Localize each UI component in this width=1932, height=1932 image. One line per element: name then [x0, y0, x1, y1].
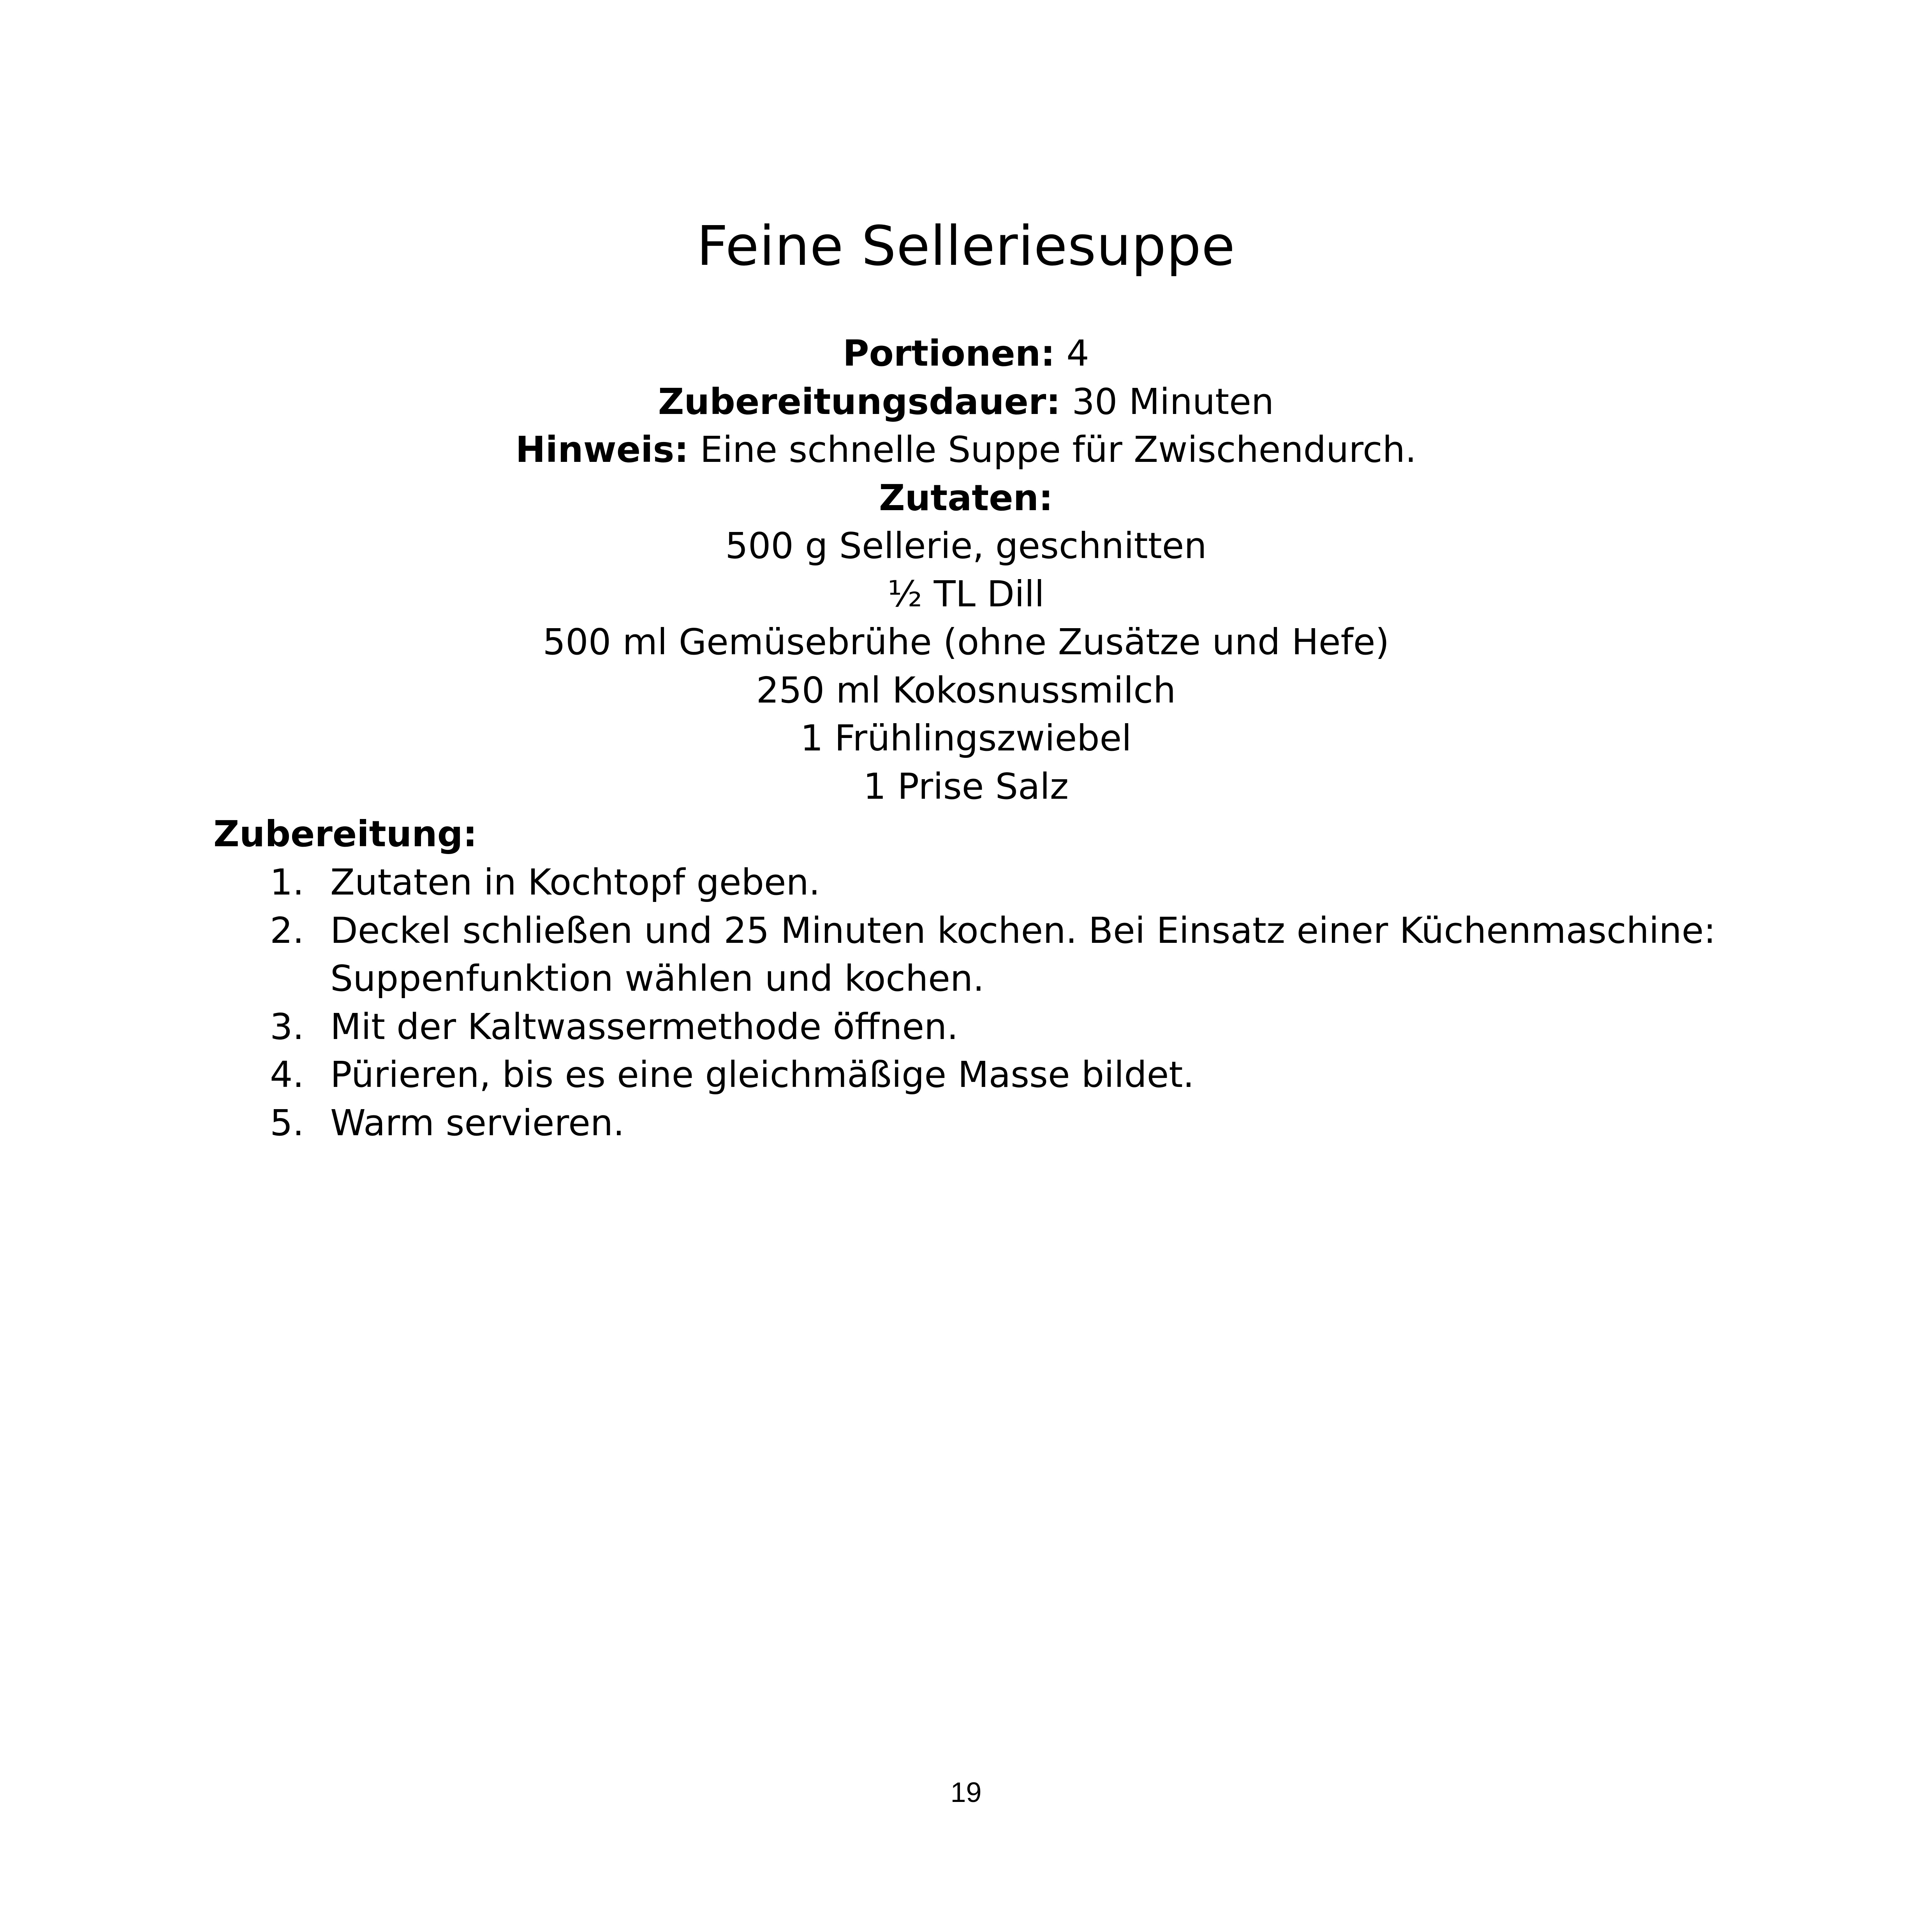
- note-label: Hinweis:: [515, 429, 689, 470]
- note-value: Eine schnelle Suppe für Zwischendurch.: [700, 429, 1417, 470]
- step-text: Pürieren, bis es eine gleichmäßige Masse bildet.: [330, 1054, 1194, 1095]
- ingredient-item: ½ TL Dill: [888, 573, 1044, 615]
- step-item: [213, 1051, 1810, 1099]
- ingredient-item: 1 Frühlingszwiebel: [800, 717, 1132, 759]
- duration-line: [0, 378, 1932, 426]
- servings-value: 4: [1066, 333, 1089, 374]
- ingredient-item: 1 Prise Salz: [863, 765, 1069, 807]
- step-number: 2.: [270, 909, 304, 951]
- step-item: [213, 1099, 1810, 1147]
- step-text: Zutaten in Kochtopf geben.: [330, 861, 820, 903]
- page-number: 19: [950, 1777, 982, 1808]
- step-text: Mit der Kaltwassermethode öffnen.: [330, 1006, 958, 1048]
- step-number: 1.: [270, 861, 304, 903]
- step-number: 4.: [270, 1054, 304, 1095]
- step-number: 5.: [270, 1102, 304, 1144]
- ingredient-item: 500 g Sellerie, geschnitten: [725, 525, 1207, 567]
- step-item: [213, 858, 1810, 907]
- duration-label: Zubereitungsdauer:: [658, 380, 1061, 423]
- ingredient-item: 250 ml Kokosnussmilch: [756, 669, 1176, 711]
- step-item: [213, 1003, 1810, 1051]
- preparation-heading: Zubereitung:: [213, 813, 477, 855]
- ingredients-heading: Zutaten:: [879, 477, 1053, 519]
- step-item: [213, 907, 1810, 1003]
- preparation-steps: [213, 858, 1810, 1147]
- ingredient-item: 500 ml Gemüsebrühe (ohne Zusätze und Hefe): [542, 621, 1390, 663]
- duration-value: 30 Minuten: [1072, 380, 1274, 423]
- note-line: [0, 426, 1932, 474]
- step-number: 3.: [270, 1006, 304, 1048]
- recipe-title: Feine Selleriesuppe: [696, 214, 1236, 278]
- recipe-meta: [0, 329, 1932, 810]
- step-text: Warm servieren.: [330, 1102, 625, 1144]
- step-text: Deckel schließen und 25 Minuten kochen. Bei Einsatz einer Küchenmaschine: Suppenfunktion wählen und kochen.: [330, 909, 1716, 999]
- servings-line: [0, 329, 1932, 378]
- servings-label: Portionen:: [843, 333, 1055, 374]
